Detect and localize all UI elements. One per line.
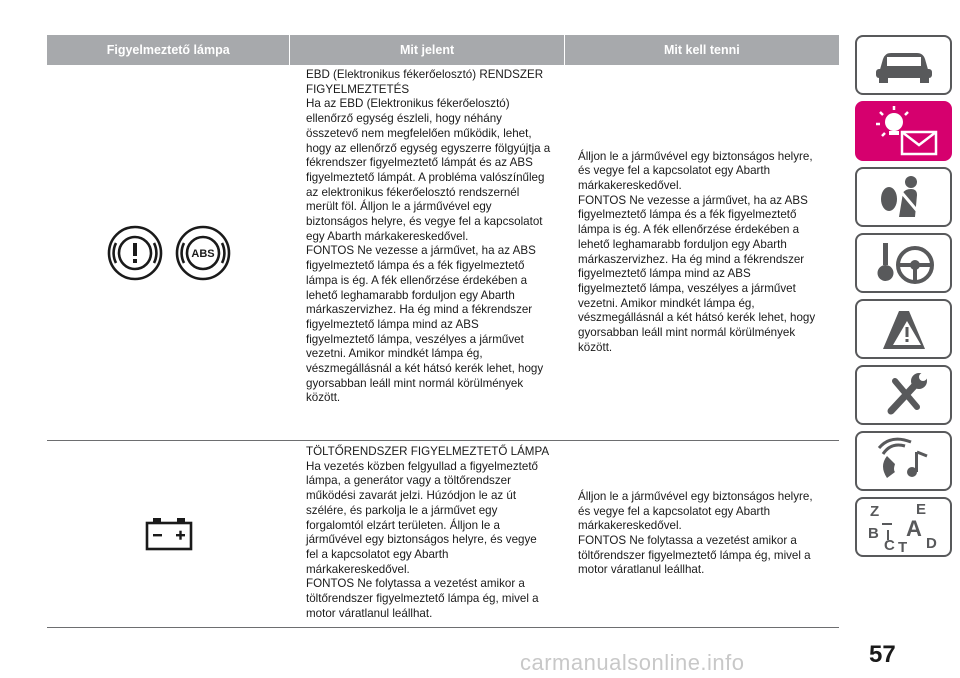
- seatbelt-airbag-icon: [869, 173, 939, 221]
- alphabetical-index-icon: [864, 500, 944, 554]
- road-warning-icon: [869, 305, 939, 353]
- index-letter-e: E: [915, 501, 926, 518]
- meaning-cell: [290, 65, 564, 440]
- meaning-cell: [290, 441, 564, 627]
- table-row-charging: [47, 441, 839, 628]
- sidebar-tab-emergency[interactable]: [855, 299, 952, 359]
- watermark: carmanualsonline.info: [520, 650, 745, 675]
- action-cell: [564, 65, 839, 440]
- warning-icons-cell: [47, 65, 290, 440]
- index-letter-b: B: [867, 525, 879, 542]
- sidebar-tab-maintenance[interactable]: [855, 365, 952, 425]
- index-letter-z: Z: [869, 503, 879, 520]
- abs-label: ABS: [190, 247, 215, 260]
- brake-warning-icon: [107, 225, 163, 281]
- index-letter-t: T: [897, 539, 907, 554]
- sidebar-tab-index[interactable]: [855, 497, 952, 557]
- meaning-text: EBD (Elektronikus fékerőelosztó) RENDSZER FIGYELMEZTETÉS Ha az EBD (Elektronikus fékerőelosztó) ellenőrző egység észleli, hogy néhány összetevő nem megfelelően működik, lehet, hogy az ellenőrző egység egyszerre fölgyújtja a fékrendszer figyelmeztető lámpát és az ABS figyelmeztető lámpát. A probléma valószínűleg az elektronikus fékerőelosztó rendszernél merült föl. Álljon le a járművével egy biztonságos helyre, és vegye fel a kapcsolatot egy Abarth márkakereskedővel. FONTOS Ne vezesse a járművet, ha az ABS figyelmeztető lámpa és a fék figyelmeztető lámpa is ég. A fék ellenőrzése érdekében a lehető leghamarabb forduljon egy Abarth márkaszervizhez. Ha ég mind a fékrendszer figyelmeztető lámpa mind az ABS figyelmeztető lámpa, veszélyes a járművet vezetni. Amikor mindkét lámpa ég, vészmegállásnál a két hátsó kerék lehet, hogy gyorsabban leáll mint normál körülmények között.: [306, 68, 551, 405]
- index-letter-d: D: [925, 535, 937, 552]
- wrench-icon: [869, 371, 939, 419]
- table-row-ebd: [47, 65, 839, 441]
- key-steering-wheel-icon: [869, 239, 939, 287]
- warning-icons-cell: [47, 441, 290, 627]
- action-cell: [564, 441, 839, 627]
- header-action: Mit kell tenni: [664, 43, 740, 57]
- sidebar-tab-starting[interactable]: [855, 233, 952, 293]
- header-meaning: Mit jelent: [290, 35, 564, 65]
- page-number: 57: [869, 641, 896, 668]
- warning-lights-table: [47, 35, 839, 628]
- abs-warning-icon: [175, 225, 231, 281]
- sidebar-tab-multimedia[interactable]: [855, 431, 952, 491]
- sidebar-tab-warning-lights[interactable]: [855, 101, 952, 161]
- index-letter-a: A: [905, 516, 922, 541]
- action-text: Álljon le a járművével egy biztonságos helyre, és vegye fel a kapcsolatot egy Abarth márkakereskedővel. FONTOS Ne folytassa a vezetést amikor a töltőrendszer figyelmeztető lámpa ég, mivel a motor váratlanul leállhat.: [578, 489, 813, 577]
- warning-light-message-icon: [866, 104, 942, 158]
- action-text: Álljon le a járművével egy biztonságos helyre, és vegye fel a kapcsolatot egy Abarth márkakereskedővel. FONTOS Ne vezesse a járművet, ha az ABS figyelmeztető lámpa és a fék figyelmeztető lámpa is ég. A fék ellenőrzése érdekében a lehető leghamarabb forduljon egy Abarth márkaszervizhez. Ha ég mind a fékrendszer figyelmeztető lámpa mind az ABS figyelmeztető lámpa, veszélyes a járművet vezetni. Amikor mindkét lámpa ég, vészmegállásnál a két hátsó kerék lehet, hogy gyorsabban leáll mint normál körülmények között.: [578, 149, 816, 354]
- car-icon: [869, 43, 939, 87]
- sidebar-tab-safety[interactable]: [855, 167, 952, 227]
- battery-charging-icon: [144, 516, 194, 552]
- index-letter-c: C: [883, 537, 895, 554]
- sidebar-tab-car[interactable]: [855, 35, 952, 95]
- header-warning-light: Figyelmeztető lámpa: [47, 35, 290, 65]
- multimedia-icon: [869, 436, 939, 486]
- table-header: [47, 35, 839, 65]
- meaning-text: TÖLTŐRENDSZER FIGYELMEZTETŐ LÁMPA Ha vezetés közben felgyullad a figyelmeztető lámpa, a generátor vagy a töltőrendszer működési zavarát jelzi. Húzódjon le az út szélére, és parkolja le a járművet egy forgalomtól elzárt területen. Álljon le a járművével egy biztonságos helyre, és vegye fel a kapcsolatot egy Abarth márkakereskedővel. FONTOS Ne folytassa a vezetést amikor a töltőrendszer figyelmeztető lámpa ég, mivel a motor váratlanul leállhat.: [306, 445, 550, 620]
